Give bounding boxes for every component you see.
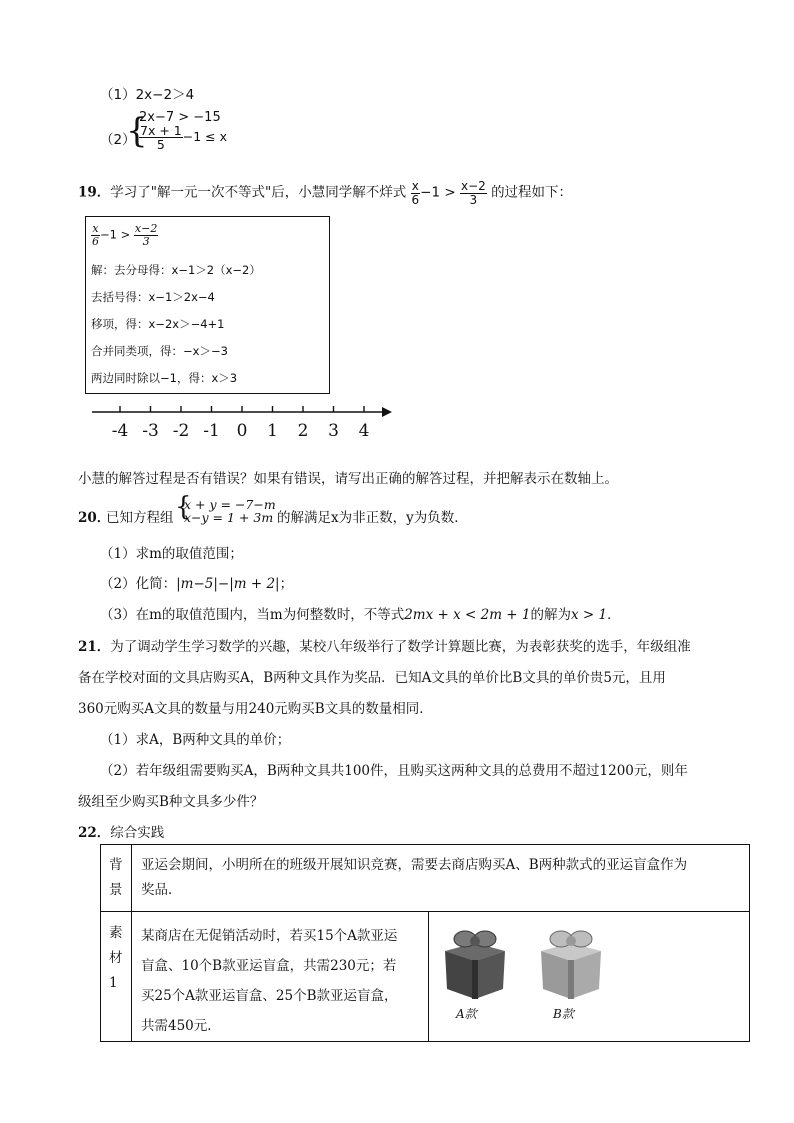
q20-part2: （2）化简：|m−5|−|m + 2|； bbox=[100, 576, 294, 592]
axis-tick-label: 3 bbox=[328, 421, 339, 441]
axis-tick-label: -3 bbox=[142, 421, 159, 441]
q21-part2-line2: 级组至少购买B种文具多少件？ bbox=[78, 794, 264, 810]
gift-box-a-icon bbox=[435, 921, 517, 1003]
q20-part3: （3）在m的取值范围内，当m为何整数时，不等式2mx + x < 2m + 1的解为x > 1． bbox=[100, 607, 621, 623]
q19-question: 小慧的解答过程是否有错误？如果有错误，请写出正确的解答过程，并把解表示在数轴上。 bbox=[78, 471, 618, 487]
axis-arrow bbox=[382, 407, 392, 417]
box-inequality: $\frac{x}{6}$ −1 > $\frac{x-2}{3}$ bbox=[92, 222, 158, 248]
row1-content: 亚运会期间，小明所在的班级开展知识竞赛，需要去商店购买A、B两种款式的亚运盲盒作为 奖品． bbox=[141, 857, 688, 898]
solution-box bbox=[85, 216, 330, 394]
q18-part1: （1）2x−2＞4 bbox=[100, 87, 195, 103]
q21-part2-line1: （2）若年级组需要购买A，B两种文具共100件，且购买这两种文具的总费用不超过1200元，则年 bbox=[100, 763, 688, 779]
q20-part1: （1）求m的取值范围； bbox=[100, 546, 243, 562]
axis-tick-label: 1 bbox=[267, 421, 278, 441]
q19-stem: 19．学习了"解一元一次不等式"后，小慧同学解不烊式 $\frac{x}{6}$ −1 > $\frac{x-2}{3}$ 的过程如下： bbox=[78, 179, 573, 207]
label-b: B款 bbox=[553, 1007, 574, 1021]
q21-line1: 21．为了调动学生学习数学的兴趣，某校八年级举行了数学计算题比赛，为表彰获奖的选手，年级组准 bbox=[78, 639, 691, 655]
q22-title: 22．综合实践 bbox=[78, 825, 165, 841]
number-line bbox=[90, 402, 395, 444]
left-brace: { bbox=[126, 111, 148, 151]
q21-line3: 360元购买A文具的数量与用240元购买B文具的数量相同． bbox=[78, 701, 433, 717]
axis-tick-label: -4 bbox=[111, 421, 129, 441]
box-step-5: 两边同时除以−1，得：x＞3 bbox=[91, 371, 238, 385]
axis-tick-label: -1 bbox=[203, 421, 220, 441]
q21-part1: （1）求A，B两种文具的单价； bbox=[100, 732, 291, 748]
row1-header: 背 景 bbox=[109, 857, 123, 898]
box-step-1: 解：去分母得：x−1＞2（x−2） bbox=[91, 263, 261, 277]
box-step-3: 移项，得：x−2x＞−4+1 bbox=[91, 317, 225, 331]
row2-content: 某商店在无促销活动时，若买15个A款亚运 盲盒、10个B款亚运盲盒，共需230元；若 买25个A款亚运盲盒、25个B款亚运盲盒， 共需450元． bbox=[141, 928, 398, 1034]
box-step-2: 去括号得：x−1＞2x−4 bbox=[91, 290, 215, 304]
label-a: A款 bbox=[456, 1007, 477, 1021]
axis-tick-label: 4 bbox=[358, 421, 370, 441]
q21-line2: 备在学校对面的文具店购买A，B两种文具作为奖品．已知A文具的单价比B文具的单价贵5元，且用 bbox=[78, 670, 666, 686]
q18-line2: $\frac{7x + 1}{5}$ −1 ≤ x bbox=[140, 123, 227, 153]
q22-table bbox=[100, 844, 750, 1042]
row2-header: 素 材 1 bbox=[109, 925, 123, 991]
axis-tick-label: -2 bbox=[172, 421, 190, 441]
axis-tick-label: 0 bbox=[236, 421, 248, 441]
box-step-4: 合并同类项，得：−x＞−3 bbox=[91, 344, 228, 358]
left-brace: { bbox=[175, 492, 192, 522]
axis-tick-label: 2 bbox=[297, 421, 309, 441]
gift-box-b-icon bbox=[531, 921, 613, 1003]
